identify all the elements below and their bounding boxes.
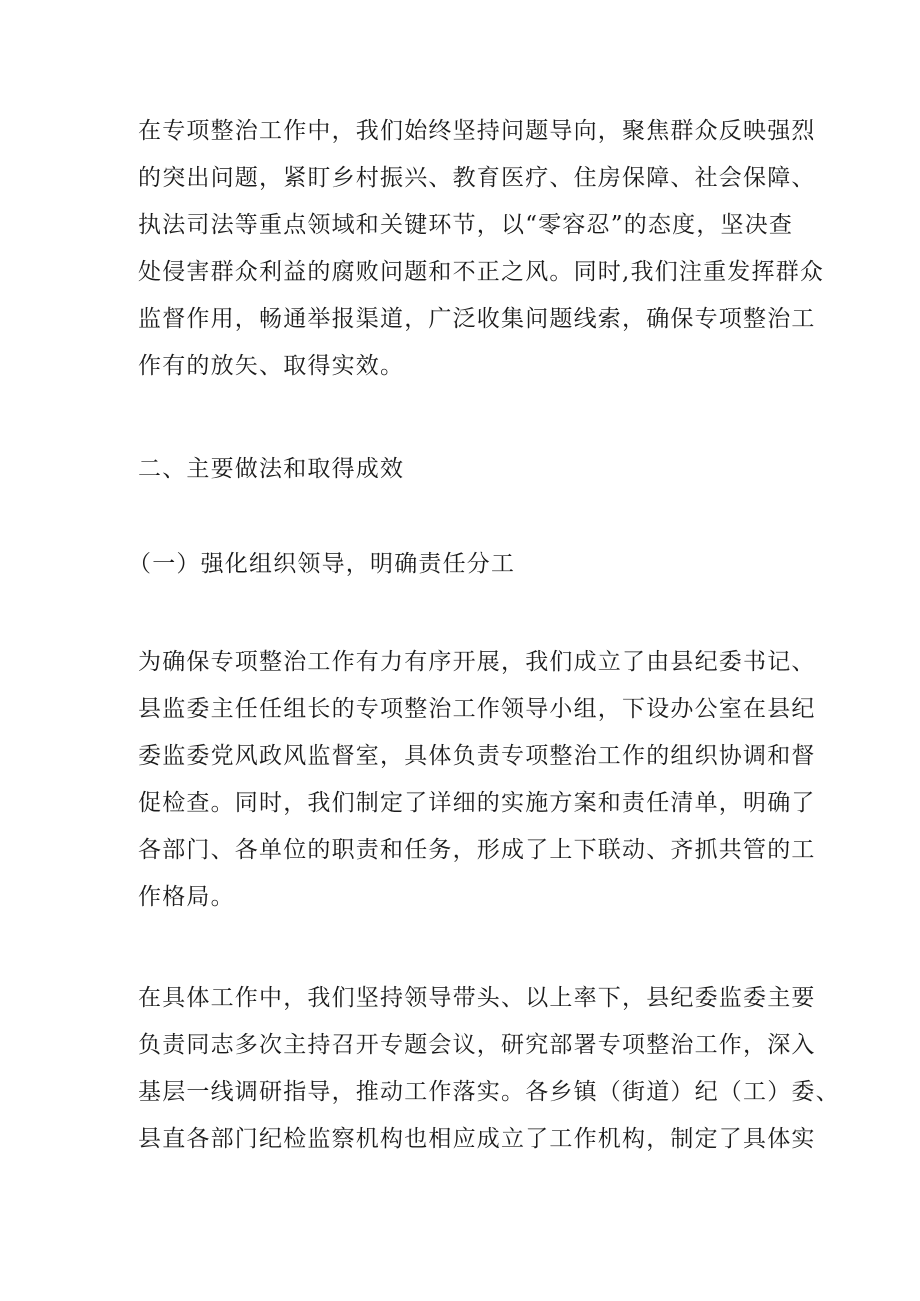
paragraph-line: 作有的放矢、取得实效。 (138, 353, 405, 379)
paragraph-line: 在专项整治工作中，我们始终坚持问题导向，聚焦群众反映强烈 (138, 118, 816, 144)
paragraph-line: 的突出问题，紧盯乡村振兴、教育医疗、住房保障、社会保障、 (138, 165, 816, 191)
paragraph-line: 为确保专项整治工作有力有序开展，我们成立了由县纪委书记、 (138, 649, 816, 675)
section-heading: 二、主要做法和取得成效 (138, 456, 405, 482)
paragraph-line: 县监委主任任组长的专项整治工作领导小组，下设办公室在县纪 (138, 696, 816, 722)
paragraph-line: 基层一线调研指导，推动工作落实。各乡镇（街道）纪（工）委、 (138, 1079, 840, 1105)
paragraph-line: 作格局。 (138, 884, 235, 910)
paragraph-line: 处侵害群众利益的腐败问题和不正之风。同时,我们注重发挥群众 (138, 259, 825, 285)
paragraph-line: 促检查。同时，我们制定了详细的实施方案和责任清单，明确了 (138, 790, 816, 816)
paragraph-line: 负责同志多次主持召开专题会议，研究部署专项整治工作，深入 (138, 1032, 816, 1058)
paragraph-line: 监督作用，畅通举报渠道，广泛收集问题线索，确保专项整治工 (138, 306, 816, 332)
subsection-heading: （一）强化组织领导，明确责任分工 (128, 551, 516, 577)
paragraph-line: 各部门、各单位的职责和任务，形成了上下联动、齐抓共管的工 (138, 837, 816, 863)
paragraph-line: 在具体工作中，我们坚持领导带头、以上率下，县纪委监委主要 (138, 985, 816, 1011)
paragraph-line: 县直各部门纪检监察机构也相应成立了工作机构，制定了具体实 (138, 1126, 816, 1152)
paragraph-line: 执法司法等重点领域和关键环节，以“零容忍”的态度，坚决查 (138, 212, 794, 238)
paragraph-line: 委监委党风政风监督室，具体负责专项整治工作的组织协调和督 (138, 743, 816, 769)
